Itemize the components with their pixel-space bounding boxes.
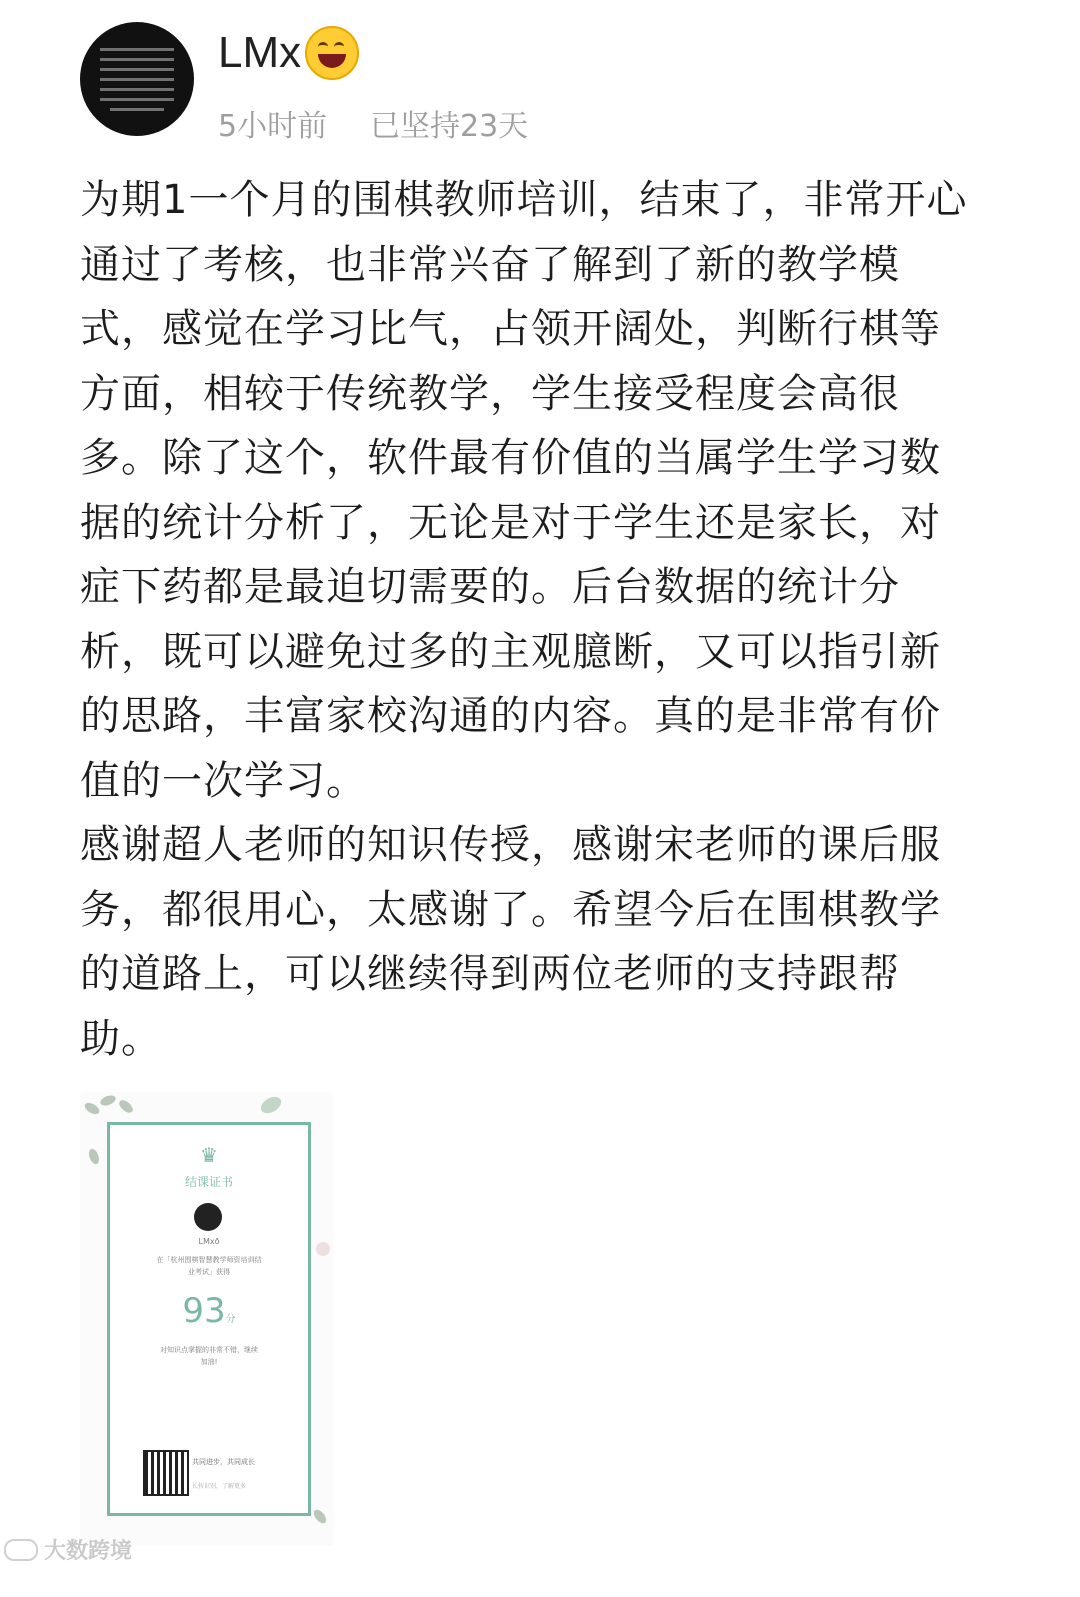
certificate-score-unit: 分: [225, 1314, 236, 1325]
certificate-desc-line1: 在「杭州围棋智慧教学师资培训结: [156, 1256, 262, 1264]
watermark-text: 大数跨境: [44, 1539, 133, 1564]
certificate-score-row: [110, 1291, 308, 1331]
certificate-score: 93: [182, 1291, 226, 1331]
certificate-name: LMxð: [198, 1237, 220, 1246]
username[interactable]: [218, 26, 359, 80]
streak-days: 已坚持23天: [370, 109, 529, 144]
certificate-comment-line1: 对知识点掌握的非常不错，继续: [160, 1346, 258, 1354]
watermark: [4, 1534, 132, 1565]
certificate-title: 结课证书: [184, 1175, 233, 1189]
qr-code: [143, 1450, 189, 1496]
certificate-slogan: 共同进步，共同成长: [192, 1458, 255, 1466]
post-time: 5小时前: [218, 109, 328, 144]
certificate-sub-slogan: 长按识别，了解更多: [192, 1483, 247, 1490]
certificate-image[interactable]: [80, 1092, 334, 1546]
certificate-desc-line2: 业考试」获得: [188, 1268, 230, 1276]
certificate-comment-line2: 加油!: [200, 1358, 218, 1366]
post-paragraph-1: 为期1一个月的围棋教师培训，结束了，非常开心通过了考核，也非常兴奋了解到了新的教学模式，感觉在学习比气，占领开阔处，判断行棋等方面，相较于传统教学，学生接受程度会高很多。除了这个，软件最有价值的当属学生学习数据的统计分析了，无论是对于学生还是家长，对症下药都是最迫切需要的。后台数据的统计分析，既可以避免过多的主观臆断，又可以指引新的思路，丰富家校沟通的内容。真的是非常有价值的一次学习。: [80, 177, 968, 804]
certificate-avatar: [194, 1203, 222, 1231]
crown-icon: ♛: [200, 1143, 218, 1167]
avatar[interactable]: [80, 22, 194, 136]
username-text: LMx: [218, 28, 302, 77]
watermark-logo-icon: [4, 1539, 38, 1561]
post-paragraph-2: 感谢超人老师的知识传授，感谢宋老师的课后服务，都很用心，太感谢了。希望今后在围棋教学的道路上，可以继续得到两位老师的支持跟帮助。: [80, 822, 941, 1062]
grinning-face-icon: [305, 26, 359, 80]
certificate-frame: [107, 1122, 311, 1516]
post-body: [80, 168, 980, 1071]
